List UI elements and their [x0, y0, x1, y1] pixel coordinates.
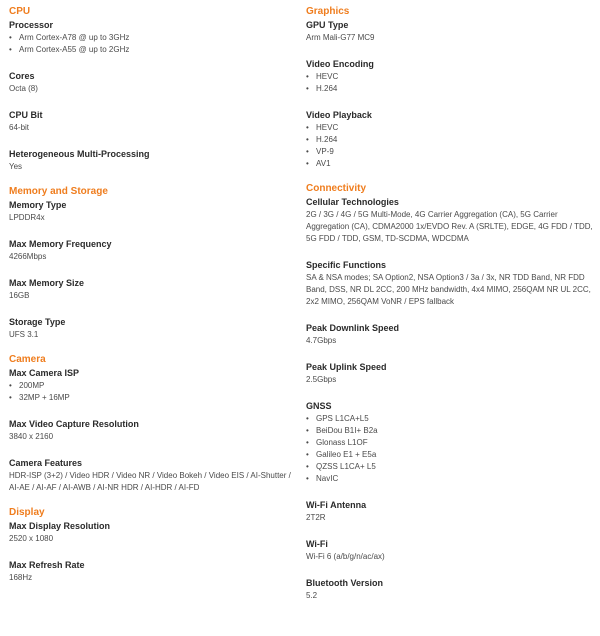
- right-column: [306, 5, 594, 616]
- spec-value: 16GB: [9, 291, 30, 300]
- spec-video-playback: [306, 109, 594, 170]
- spec-value: Yes: [9, 162, 23, 171]
- list-item: • H.264: [306, 134, 594, 146]
- spec-value: 2520 x 1080: [9, 534, 54, 543]
- spec-value: Octa (8): [9, 84, 38, 93]
- spec-storage-type: [9, 316, 294, 341]
- spec-max-camera-isp: [9, 367, 294, 404]
- section-title-connectivity: Connectivity: [306, 183, 367, 194]
- section-title-display: Display: [9, 507, 45, 518]
- spec-value: Wi-Fi 6 (a/b/g/n/ac/ax): [306, 552, 385, 561]
- spec-label: Video Playback: [306, 110, 372, 120]
- left-column: [9, 5, 294, 598]
- spec-label: Peak Downlink Speed: [306, 323, 400, 333]
- spec-wifi-antenna: [306, 499, 594, 524]
- spec-bluetooth-version: [306, 577, 594, 602]
- spec-cellular-technologies: [306, 196, 594, 245]
- spec-label: Specific Functions: [306, 260, 387, 270]
- spec-value: Arm Mali-G77 MC9: [306, 33, 375, 42]
- spec-hmp: [9, 148, 294, 173]
- spec-label: Memory Type: [9, 200, 67, 210]
- spec-label: Camera Features: [9, 458, 83, 468]
- list-item: • 200MP: [9, 380, 294, 392]
- spec-label: Storage Type: [9, 317, 66, 327]
- camera-isp-list: [9, 380, 294, 404]
- spec-value: 5.2: [306, 591, 318, 600]
- spec-camera-features: [9, 457, 294, 494]
- spec-peak-uplink: [306, 361, 594, 386]
- section-title-memory: Memory and Storage: [9, 186, 108, 197]
- graphics-section: [306, 5, 594, 170]
- spec-value: 2T2R: [306, 513, 326, 522]
- spec-label: GPU Type: [306, 20, 349, 30]
- list-item: • Arm Cortex-A78 @ up to 3GHz: [9, 32, 294, 44]
- spec-gnss: [306, 400, 594, 485]
- spec-video-encoding: [306, 58, 594, 95]
- list-item: • Arm Cortex-A55 @ up to 2GHz: [9, 44, 294, 56]
- spec-label: Max Camera ISP: [9, 368, 80, 378]
- spec-value: UFS 3.1: [9, 330, 39, 339]
- spec-label: Processor: [9, 20, 54, 30]
- spec-label: Max Display Resolution: [9, 521, 111, 531]
- list-item: • AV1: [306, 158, 594, 170]
- display-section: [9, 506, 294, 584]
- spec-label: Wi-Fi: [306, 539, 328, 549]
- spec-cpu-bit: [9, 109, 294, 134]
- encoding-list: [306, 71, 594, 95]
- spec-label: Max Memory Frequency: [9, 239, 112, 249]
- list-item: • BeiDou B1I+ B2a: [306, 425, 594, 437]
- list-item: • NavIC: [306, 473, 594, 485]
- spec-label: Cellular Technologies: [306, 197, 399, 207]
- spec-specific-functions: [306, 259, 594, 308]
- memory-section: [9, 185, 294, 341]
- list-item: • QZSS L1CA+ L5: [306, 461, 594, 473]
- spec-label: Heterogeneous Multi-Processing: [9, 149, 150, 159]
- spec-peak-downlink: [306, 322, 594, 347]
- spec-value: 64-bit: [9, 123, 30, 132]
- spec-value: 2.5Gbps: [306, 375, 337, 384]
- spec-wifi: [306, 538, 594, 563]
- list-item: • GPS L1CA+L5: [306, 413, 594, 425]
- spec-label: GNSS: [306, 401, 332, 411]
- spec-value: 168Hz: [9, 573, 33, 582]
- spec-label: Max Refresh Rate: [9, 560, 85, 570]
- spec-value: 2G / 3G / 4G / 5G Multi-Mode, 4G Carrier Aggregation (CA), 5G Carrier Aggregation (CA), CDMA2000 1x/EVDO Rev. A (SRLTE), EDGE, 4G FDD / TDD, 5G FDD / TDD, GSM, TD-SCDMA, WDCDMA: [306, 210, 593, 243]
- spec-max-refresh-rate: [9, 559, 294, 584]
- spec-processor: [9, 19, 294, 56]
- list-item: • HEVC: [306, 122, 594, 134]
- list-item: • H.264: [306, 83, 594, 95]
- connectivity-section: [306, 182, 594, 602]
- list-item: • VP-9: [306, 146, 594, 158]
- section-title-cpu: CPU: [9, 6, 31, 17]
- spec-cores: [9, 70, 294, 95]
- processor-list: [9, 32, 294, 56]
- section-title-camera: Camera: [9, 354, 46, 365]
- spec-value: HDR-ISP (3+2) / Video HDR / Video NR / Video Bokeh / Video EIS / AI-Shutter / AI-AE / AI-AF / AI-AWB / AI-NR HDR / AI-HDR / AI-FD: [9, 471, 291, 492]
- list-item: • Glonass L1OF: [306, 437, 594, 449]
- spec-label: CPU Bit: [9, 110, 43, 120]
- spec-label: Wi-Fi Antenna: [306, 500, 367, 510]
- cpu-section: [9, 5, 294, 173]
- spec-label: Max Memory Size: [9, 278, 85, 288]
- section-title-graphics: Graphics: [306, 6, 350, 17]
- spec-label: Max Video Capture Resolution: [9, 419, 139, 429]
- spec-max-display-resolution: [9, 520, 294, 545]
- spec-label: Cores: [9, 71, 35, 81]
- list-item: • 32MP + 16MP: [9, 392, 294, 404]
- camera-section: [9, 353, 294, 494]
- spec-max-memory-size: [9, 277, 294, 302]
- gnss-list: [306, 413, 594, 485]
- spec-label: Bluetooth Version: [306, 578, 384, 588]
- spec-memory-type: [9, 199, 294, 224]
- spec-max-video-capture: [9, 418, 294, 443]
- spec-value: 4.7Gbps: [306, 336, 337, 345]
- spec-gpu-type: [306, 19, 594, 44]
- spec-max-memory-frequency: [9, 238, 294, 263]
- spec-value: 4266Mbps: [9, 252, 47, 261]
- list-item: • Galileo E1 + E5a: [306, 449, 594, 461]
- spec-value: SA & NSA modes; SA Option2, NSA Option3 / 3a / 3x, NR TDD Band, NR FDD Band, DSS, NR DL 2CC, 200 MHz bandwidth, 4x4 MIMO, 256QAM NR UL 2CC, 2x2 MIMO, 256QAM VoNR / EPS fallback: [306, 273, 591, 306]
- spec-value: 3840 x 2160: [9, 432, 54, 441]
- spec-label: Peak Uplink Speed: [306, 362, 387, 372]
- list-item: • HEVC: [306, 71, 594, 83]
- playback-list: [306, 122, 594, 170]
- spec-value: LPDDR4x: [9, 213, 45, 222]
- spec-label: Video Encoding: [306, 59, 374, 69]
